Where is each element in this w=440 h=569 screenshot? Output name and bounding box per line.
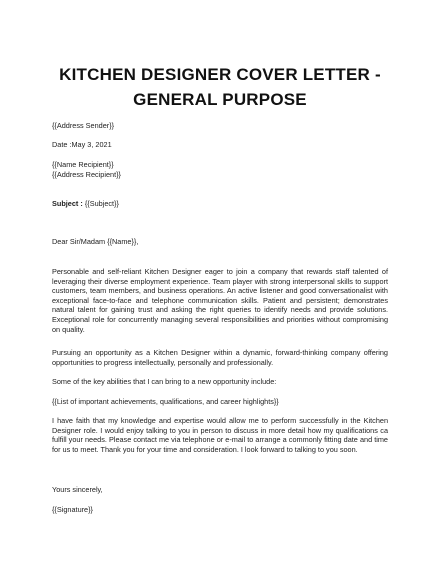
closing-phrase: Yours sincerely, [52,485,103,494]
paragraph-intro: Personable and self-reliant Kitchen Designer eager to join a company that rewards staff talented of leveraging their diverse employment experience. Team player with strong interpersonal skills to support customers, team members, and business operations. An active listener and good conversationalist with exceptional face-to-face and telephone communication skills. Patient and persistent; demonstrates natural talent for gaining trust and asking the right queries to identify needs and provide solutions. Exceptional role for concurrently managing several responsibilities and priorities without compromising on quality. [52,267,388,334]
subject-line [52,199,388,209]
title-line-1: KITCHEN DESIGNER COVER LETTER - [59,65,381,84]
recipient-block [52,160,388,179]
subject-value: {{Subject}} [82,199,119,208]
letter-date: Date :May 3, 2021 [52,140,112,149]
paragraph-objective: Pursuing an opportunity as a Kitchen Designer within a dynamic, forward-thinking company offering opportunities to progress intellectually, personally and professionally. [52,348,388,367]
subject-label: Subject : [52,199,83,208]
salutation: Dear Sir/Madam {{Name}}, [52,237,139,246]
paragraph-closing: I have faith that my knowledge and expertise would allow me to perform successfully in the Kitchen Designer role. I would enjoy talking to you in person to discuss in more detail how my qualifications ca fulfill your needs. Please contact me via telephone or e-mail to arrange a commonly fitting date and time for us to meet. Thank you for your time and consideration. I look forward to talking to you soon. [52,416,388,454]
recipient-address: {{Address Recipient}} [52,169,121,179]
recipient-name: {{Name Recipient}} [52,160,114,169]
address-sender: {{Address Sender}} [52,121,115,130]
title-line-2: GENERAL PURPOSE [133,90,307,109]
abilities-intro: Some of the key abilities that I can bring to a new opportunity include: [52,377,277,386]
signature-placeholder: {{Signature}} [52,505,93,514]
document-title [40,62,400,112]
achievements-placeholder: {{List of important achievements, qualifications, and career highlights}} [52,397,279,406]
